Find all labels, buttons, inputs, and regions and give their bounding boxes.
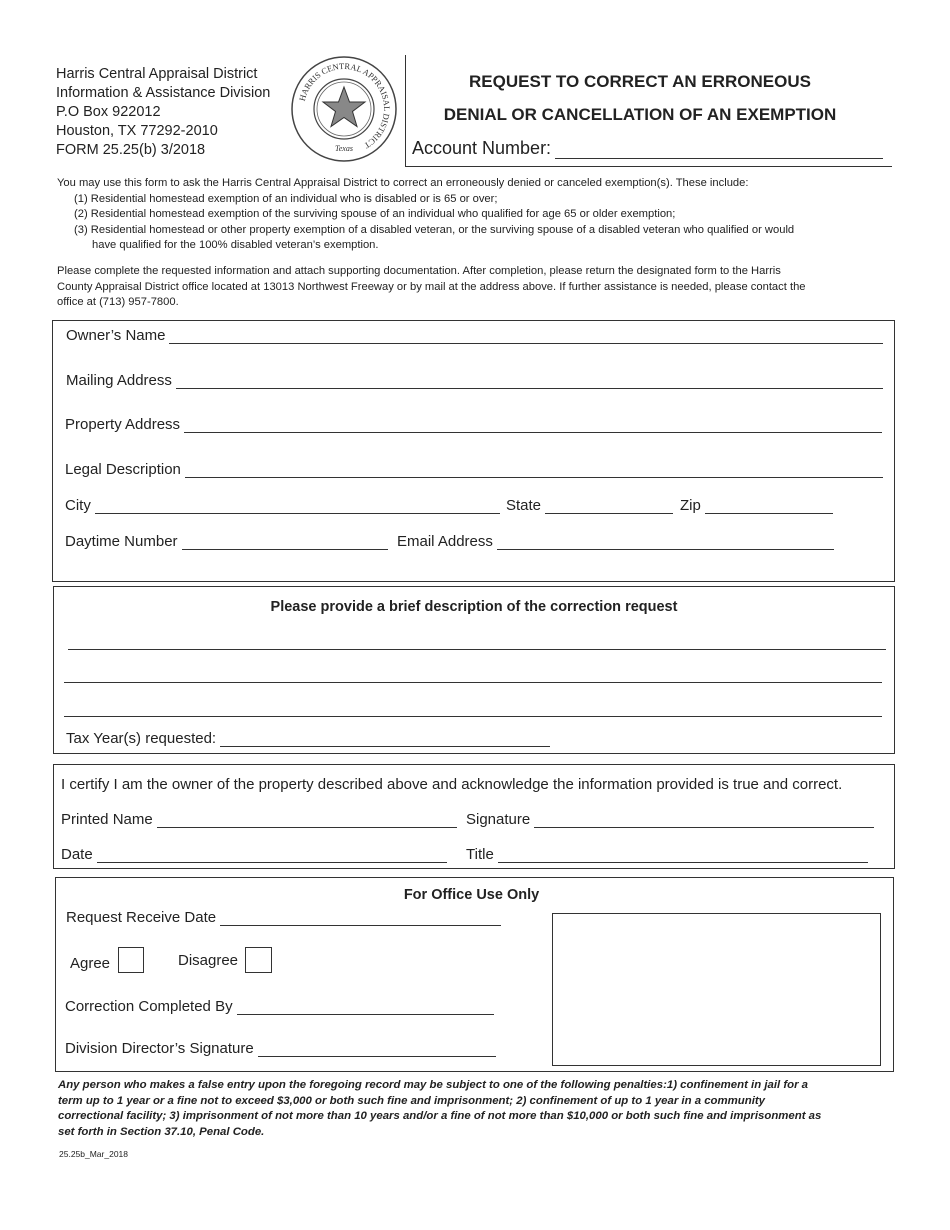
correction-completed-by-field[interactable] [65, 998, 494, 1015]
org-division: Information & Assistance Division [56, 85, 271, 101]
printed-name-field[interactable] [61, 811, 457, 828]
legal-description-label: Legal Description [65, 461, 181, 478]
director-signature-field[interactable] [65, 1040, 496, 1057]
account-number-label: Account Number: [412, 138, 552, 158]
correction-heading: Please provide a brief description of the correction request [270, 599, 678, 615]
correction-description-line-1[interactable] [68, 649, 886, 650]
request-receive-date-field[interactable] [66, 909, 501, 926]
header-rule [405, 166, 892, 167]
signature-field[interactable] [466, 811, 874, 828]
signature-line[interactable] [534, 812, 874, 828]
form-number: FORM 25.25(b) 3/2018 [56, 142, 206, 158]
mailing-address-label: Mailing Address [66, 372, 172, 389]
intro-lead: You may use this form to ask the Harris Central Appraisal District to correct an erroneously denied or canceled exemption(s). These include: [57, 177, 749, 189]
email-address-line[interactable] [497, 534, 834, 550]
mailing-address-field[interactable] [66, 372, 883, 389]
state-line[interactable] [545, 498, 673, 514]
property-address-field[interactable] [65, 416, 882, 433]
seal-icon [290, 55, 398, 163]
property-address-label: Property Address [65, 416, 181, 433]
email-address-label: Email Address [397, 533, 493, 550]
daytime-number-field[interactable] [65, 533, 388, 550]
date-label: Date [61, 846, 93, 863]
date-field[interactable] [61, 846, 447, 863]
penalty-notice [58, 1078, 903, 1140]
owner-name-label: Owner’s Name [66, 327, 166, 344]
legal-description-line[interactable] [185, 462, 883, 478]
instructions-line: County Appraisal District office located at 13013 Northwest Freeway or by mail at the address above. If further assistance is needed, please contact the [57, 280, 806, 293]
request-receive-date-label: Request Receive Date [66, 909, 217, 926]
correction-description-line-2[interactable] [64, 682, 882, 683]
instructions-line: Please complete the requested information and attach supporting documentation. After completion, please return the designated form to the Harris [57, 265, 781, 277]
instructions-line: office at (713) 957-7800. [57, 296, 179, 308]
disagree-label: Disagree [178, 951, 239, 969]
seal-text: HARRIS CENTRAL APPRAISAL DISTRICT [296, 60, 393, 151]
penalty-line: correctional facility; 3) imprisonment of not more than 10 years and/or a fine of not more than $10,000 or both such fine and imprisonment as [58, 1110, 822, 1122]
form-title-line2: DENIAL OR CANCELLATION OF AN EXEMPTION [443, 105, 837, 124]
intro-item-3: (3) Residential homestead or other property exemption of a disabled veteran, or the surviving spouse of a disabled veteran who qualified or would [74, 223, 795, 236]
email-address-field[interactable] [397, 533, 834, 550]
correction-completed-by-line[interactable] [237, 999, 494, 1015]
title-label: Title [466, 846, 494, 863]
account-number-line[interactable] [555, 140, 883, 159]
state-field[interactable] [506, 497, 673, 514]
printed-name-line[interactable] [157, 812, 457, 828]
daytime-number-line[interactable] [182, 534, 388, 550]
penalty-line: term up to 1 year or a fine not to exceed $3,000 or both such fine and imprisonment; 2) confinement of up to 1 year in a community [58, 1094, 765, 1107]
intro-item-2: (2) Residential homestead exemption of the surviving spouse of an individual who qualified for age 65 or older exemption; [74, 208, 676, 220]
zip-label: Zip [680, 497, 701, 514]
instructions-text [57, 264, 902, 311]
agree-label: Agree [70, 954, 111, 972]
owner-name-field[interactable] [66, 327, 883, 344]
org-name: Harris Central Appraisal District [56, 66, 258, 82]
office-stamp-box[interactable] [552, 913, 881, 1066]
tax-year-label: Tax Year(s) requested: [66, 730, 217, 747]
owner-name-line[interactable] [169, 328, 883, 344]
org-city: Houston, TX 77292-2010 [56, 123, 218, 139]
form-title-line1: REQUEST TO CORRECT AN ERRONEOUS [469, 72, 811, 91]
correction-completed-by-label: Correction Completed By [65, 998, 233, 1015]
disagree-checkbox[interactable] [245, 947, 272, 973]
org-address-block [56, 65, 270, 160]
form-code: 25.25b_Mar_2018 [59, 1149, 129, 1159]
director-signature-label: Division Director’s Signature [65, 1040, 254, 1057]
agree-option[interactable] [70, 947, 144, 973]
request-receive-date-line[interactable] [220, 910, 501, 926]
office-use-heading: For Office Use Only [403, 887, 540, 903]
intro-item-1: (1) Residential homestead exemption of an individual who is disabled or is 65 or over; [74, 192, 498, 205]
title-field[interactable] [466, 846, 868, 863]
seal-state: Texas [335, 144, 353, 153]
correction-description-line-3[interactable] [64, 716, 882, 717]
legal-description-field[interactable] [65, 461, 883, 478]
city-label: City [65, 497, 91, 514]
city-field[interactable] [65, 497, 500, 514]
org-po-box: P.O Box 922012 [56, 104, 161, 120]
zip-field[interactable] [680, 497, 833, 514]
agree-checkbox[interactable] [118, 947, 144, 973]
intro-text [57, 176, 897, 254]
penalty-line: Any person who makes a false entry upon the foregoing record may be subject to one of the following penalties:1) confinement in jail for a [58, 1079, 808, 1091]
penalty-line: set forth in Section 37.10, Penal Code. [58, 1125, 265, 1138]
mailing-address-line[interactable] [176, 373, 883, 389]
tax-year-field[interactable] [66, 730, 550, 747]
tax-year-line[interactable] [220, 731, 550, 747]
title-line[interactable] [498, 847, 868, 863]
date-line[interactable] [97, 847, 447, 863]
director-signature-line[interactable] [258, 1041, 496, 1057]
intro-item-3-cont: have qualified for the 100% disabled veteran’s exemption. [92, 239, 379, 251]
state-label: State [506, 497, 542, 514]
property-address-line[interactable] [184, 417, 882, 433]
account-number-field[interactable] [412, 138, 883, 159]
certification-statement: I certify I am the owner of the property described above and acknowledge the information provided is true and correct. [61, 776, 843, 793]
signature-label: Signature [466, 811, 531, 828]
disagree-option[interactable] [178, 947, 272, 973]
daytime-number-label: Daytime Number [65, 533, 178, 550]
zip-line[interactable] [705, 498, 833, 514]
printed-name-label: Printed Name [61, 811, 153, 828]
district-seal [290, 55, 398, 163]
city-line[interactable] [95, 498, 500, 514]
